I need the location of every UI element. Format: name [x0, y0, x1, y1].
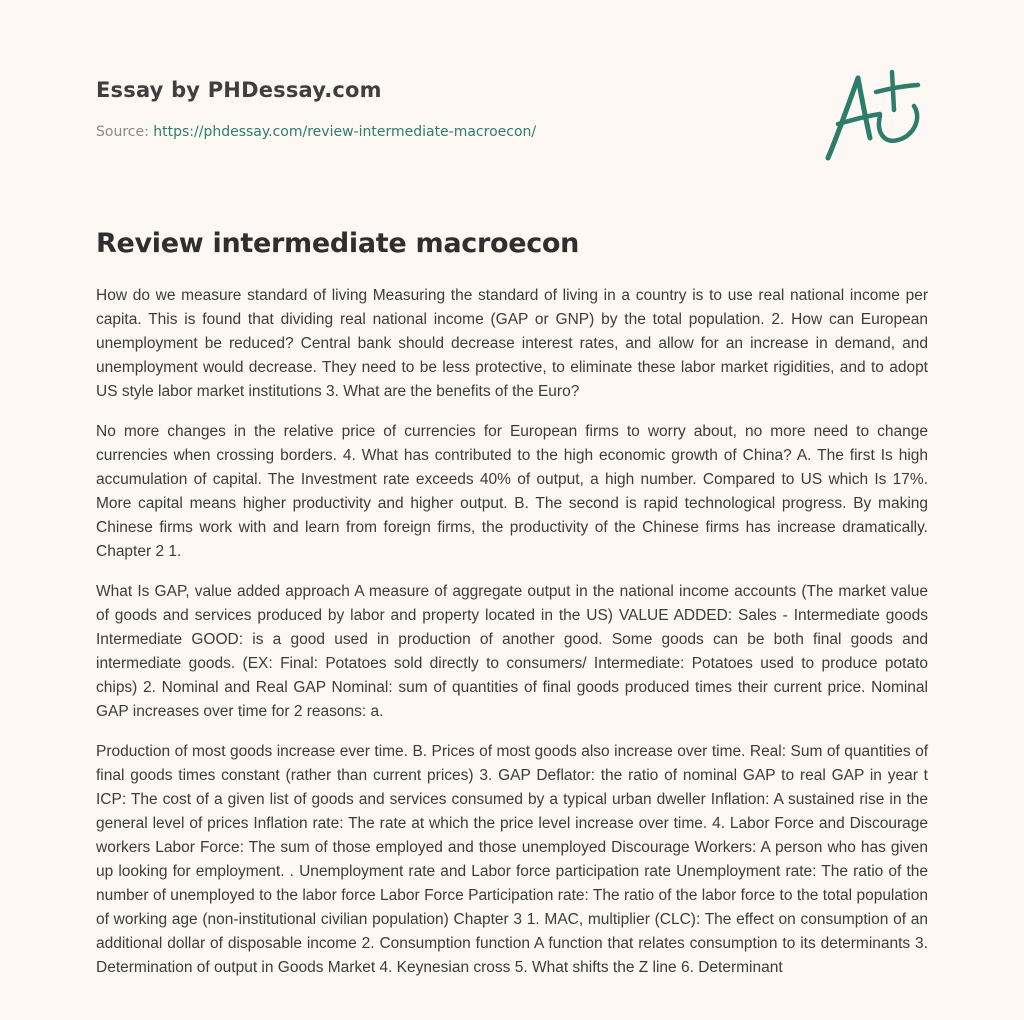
- paragraph: No more changes in the relative price of currencies for European firms to worry about, no more need to change currencies when crossing borders. 4. What has contributed to the high economic growth of China? A. The first Is high accumulation of capital. The Investment rate exceeds 40% of output, a high number. Compared to US which Is 17%. More capital means higher productivity and higher output. B. The second is rapid technological progress. By making Chinese firms work with and learn from foreign firms, the productivity of the Chinese firms has increase dramatically. Chapter 2 1.: [96, 423, 928, 560]
- paragraph: What Is GAP, value added approach A measure of aggregate output in the national income accounts (The market value of goods and services produced by labor and property located in the US) VALUE ADDED: Sales - Intermediate goods Intermediate GOOD: is a good used in production of another good. Some goods can be both final goods and intermediate goods. (EX: Final: Potatoes sold directly to consumers/ Intermediate: Potatoes used to produce potato chips) 2. Nominal and Real GAP Nominal: sum of quantities of final goods produced times their current price. Nominal GAP increases over time for 2 reasons: a.: [96, 583, 928, 720]
- site-brand: Essay by PHDessay.com: [96, 78, 382, 102]
- page-title: Review intermediate macroecon: [96, 228, 580, 259]
- paragraph: Production of most goods increase ever time. B. Prices of most goods also increase over time. Real: Sum of quantities of final goods times constant (rather than current prices) 3. GAP Deflator: the ratio of nominal GAP to real GAP in year t ICP: The cost of a given list of goods and services consumed by a typical urban dweller Inflation: A sustained rise in the general level of prices Inflation rate: The rate at which the price level increase over time. 4. Labor Force and Discourage workers Labor Force: The sum of those employed and those unemployed Discourage Workers: A person who has given up looking for employment. . Unemployment rate and Labor force participation rate Unemployment rate: The ratio of the number of unemployed to the labor force Labor Force Participation rate: The ratio of the labor force to the total population of working age (non-institutional civilian population) Chapter 3 1. MAC, multiplier (CLC): The effect on consumption of an additional dollar of disposable income 2. Consumption function A function that relates consumption to its determinants 3. Determination of output in Goods Market 4. Keynesian cross 5. What shifts the Z line 6. Determinant: [96, 743, 928, 976]
- paragraph: How do we measure standard of living Measuring the standard of living in a country is to use real national income per capita. This is found that dividing real national income (GAP or GNP) by the total population. 2. How can European unemployment be reduced? Central bank should decrease interest rates, and allow for an increase in demand, and unemployment would decrease. They need to be less protective, to eliminate these labor market rigidities, and to adopt US style labor market institutions 3. What are the benefits of the Euro?: [96, 287, 928, 400]
- article-body: [96, 284, 928, 996]
- a-plus-grade-icon: [818, 66, 930, 166]
- page-header: [96, 76, 796, 141]
- source-line: [96, 123, 796, 141]
- source-link[interactable]: https://phdessay.com/review-intermediate-macroecon/: [153, 124, 537, 140]
- source-label: Source:: [96, 124, 154, 140]
